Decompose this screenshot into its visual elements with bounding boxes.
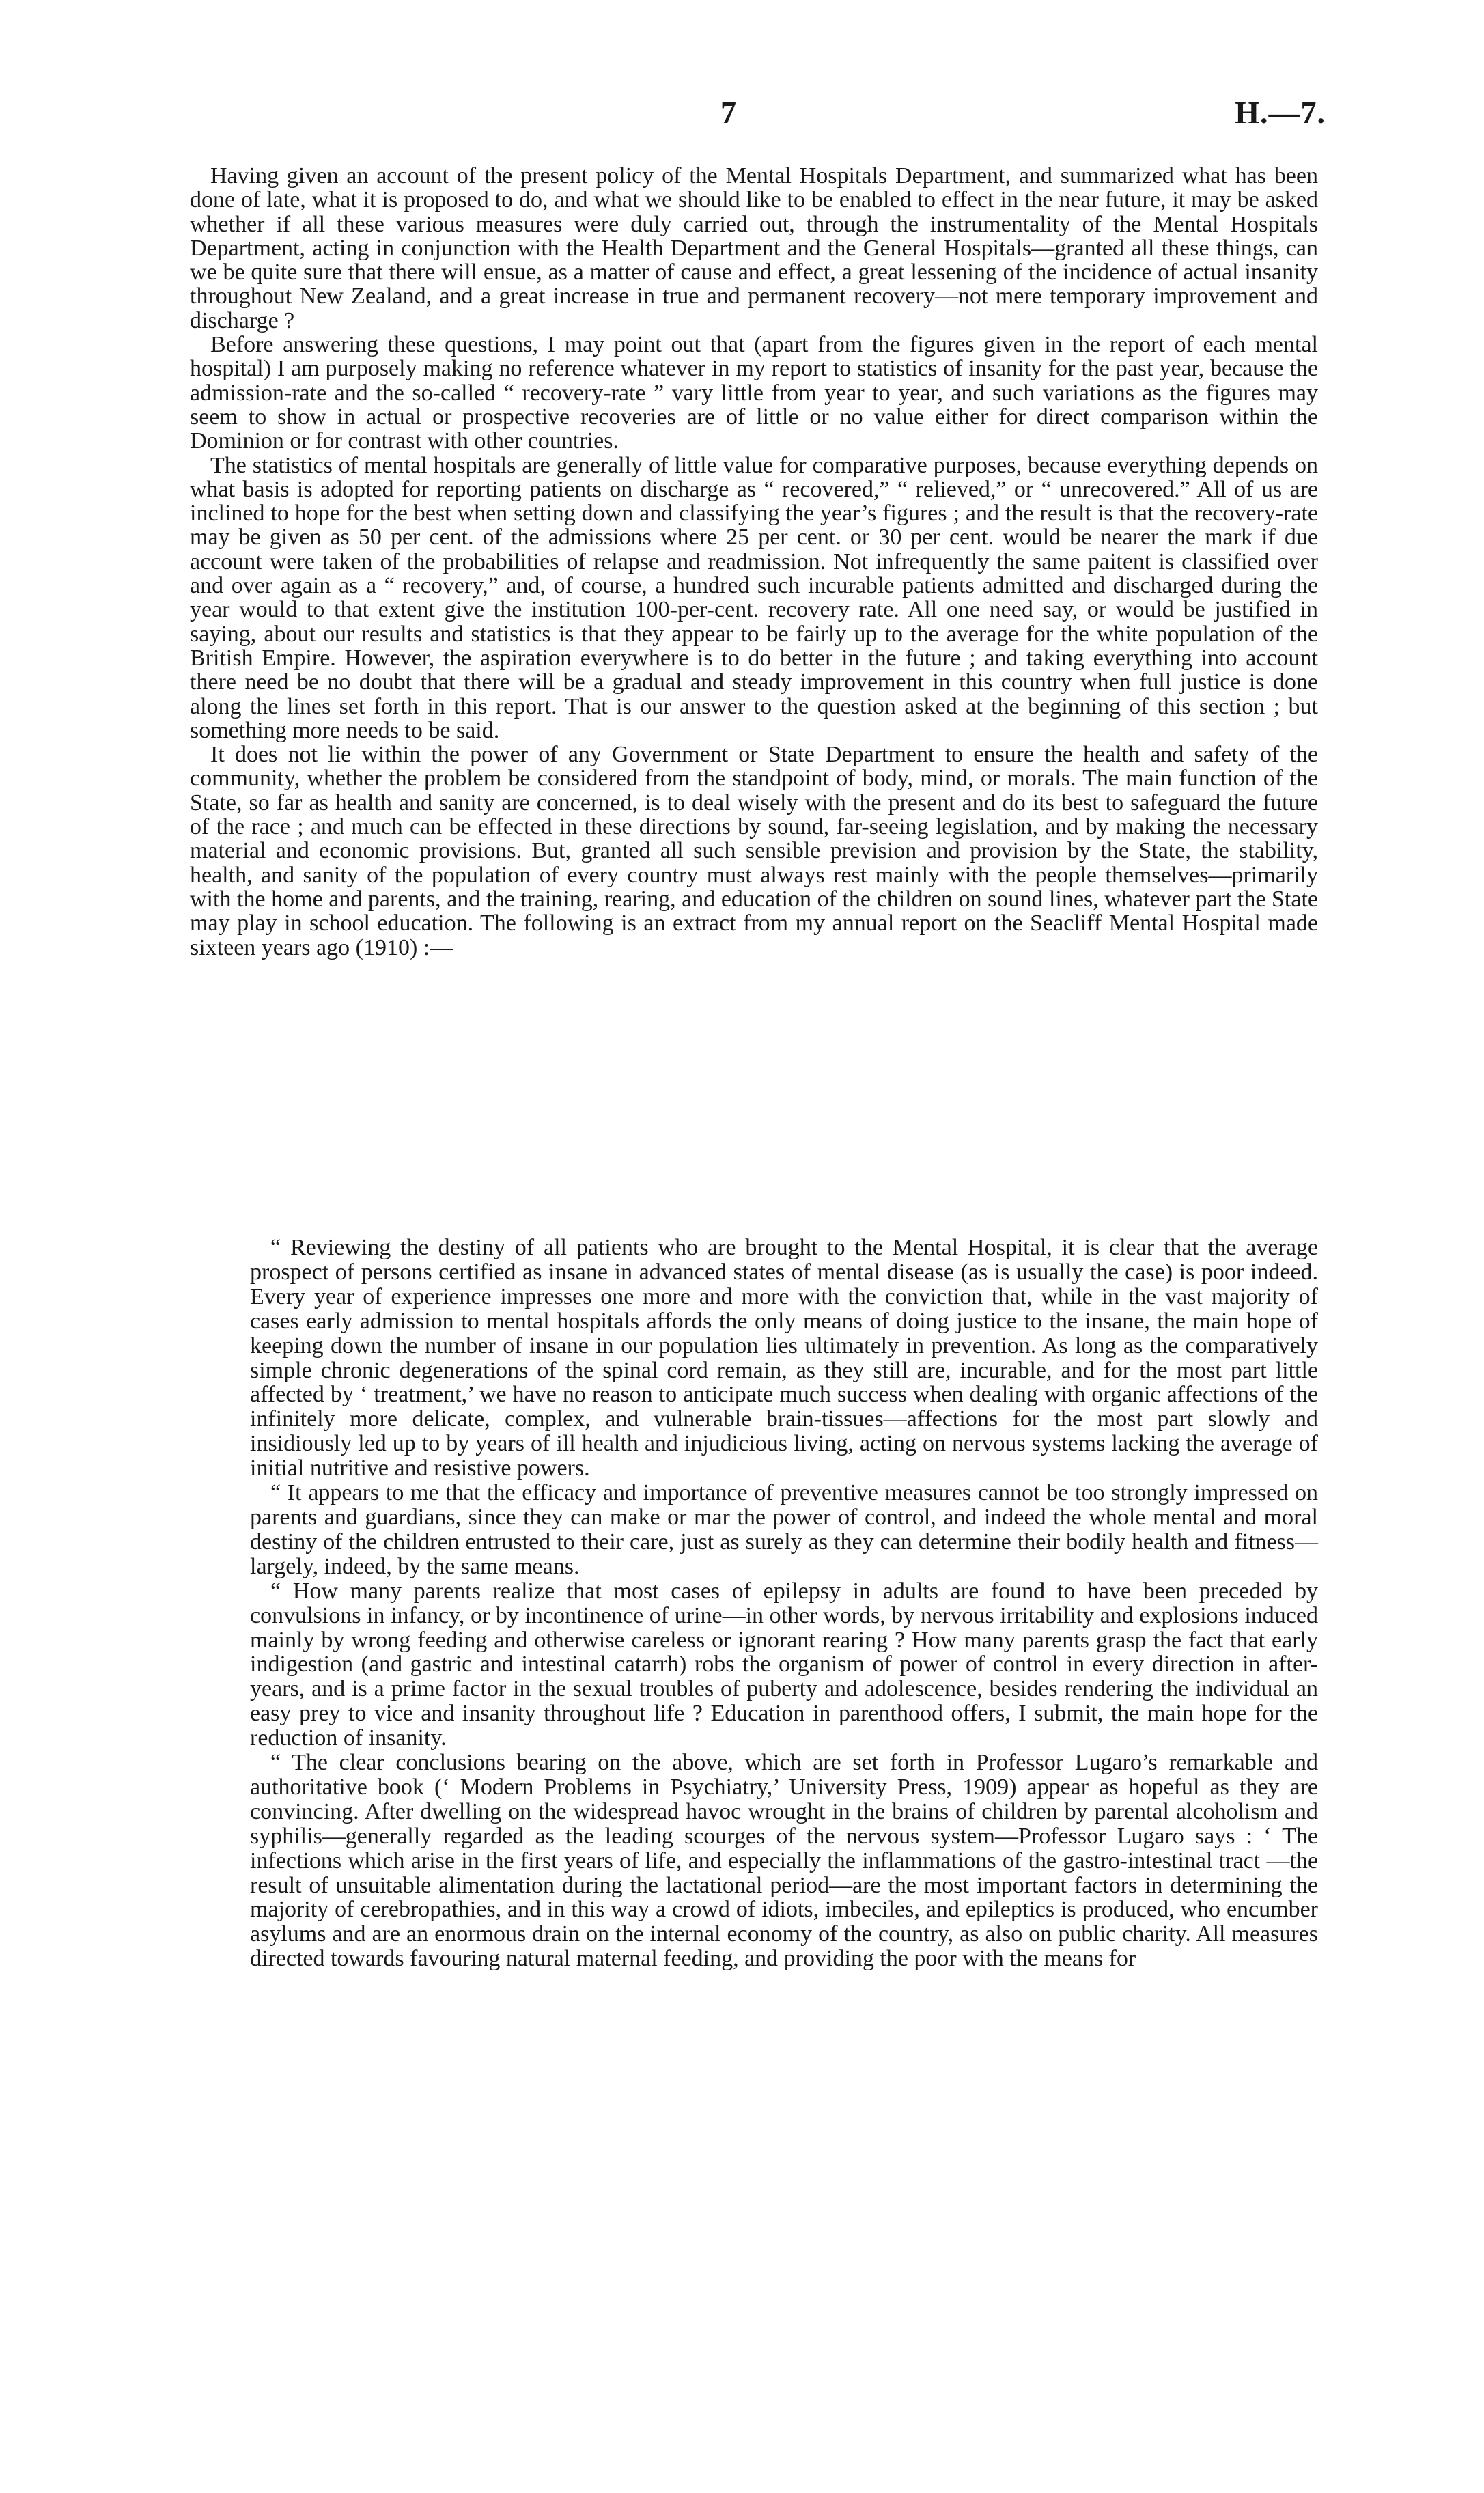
paragraph: It does not lie within the power of any Government or State Department to ensure the health and safety of the community, whether the problem be considered from the standpoint of body, mind, or morals. The main function of the State, so far as health and sanity are concerned, is to deal wisely with the present and do its best to safeguard the future of the race ; and much can be effected in these directions by sound, far-seeing legislation, and by making the necessary material and economic provisions. But, granted all such sensible prevision and provision by the State, the stability, health, and sanity of the population of every country must always rest mainly with the people themselves—primarily with the home and parents, and the training, rearing, and education of the children on sound lines, whatever part the State may play in school education. The following is an extract from my annual report on the Seacliff Mental Hospital made sixteen years ago (1910) :— bbox=[190, 742, 1318, 960]
quote-paragraph: “ It appears to me that the efficacy and importance of preventive measures cannot be too strongly impressed on parents and guardians, since they can make or mar the power of control, and indeed the whole mental and moral destiny of the children entrusted to their care, just as surely as they can determine their bodily health and fitness—largely, indeed, by the same means. bbox=[250, 1480, 1318, 1579]
page-number: 7 bbox=[720, 95, 736, 130]
body-text bbox=[190, 164, 1318, 960]
document-reference: H.—7. bbox=[1235, 95, 1326, 130]
quote-paragraph: “ How many parents realize that most cases of epilepsy in adults are found to have been preceded by convulsions in infancy, or by incontinence of urine—in other words, by nervous irritability and explosions induced mainly by wrong feeding and otherwise careless or ignorant rearing ? How many parents grasp the fact that early indigestion (and gastric and intestinal catarrh) robs the organism of power of control in every direction in after-years, and is a prime factor in the sexual troubles of puberty and adolescence, besides rendering the individual an easy prey to vice and insanity throughout life ? Education in parenthood offers, I submit, the main hope for the reduction of insanity. bbox=[250, 1578, 1318, 1751]
paragraph: Having given an account of the present policy of the Mental Hospitals Department, and summarized what has been done of late, what it is proposed to do, and what we should like to be enabled to effect in the near future, it may be asked whether if all these various measures were duly carried out, through the instrumentality of the Mental Hospitals Department, acting in conjunction with the Health Department and the General Hospitals—granted all these things, can we be quite sure that there will ensue, as a matter of cause and effect, a great lessening of the incidence of actual insanity throughout New Zealand, and a great increase in true and permanent recovery—not mere temporary improvement and discharge ? bbox=[190, 163, 1318, 333]
paragraph: Before answering these questions, I may point out that (apart from the figures given in the report of each mental hospital) I am purposely making no reference whatever in my report to statistics of insanity for the past year, because the admission-rate and the so-called “ recovery-rate ” vary little from year to year, and such variations as the figures may seem to show in actual or prospective recoveries are of little or no value either for direct comparison within the Dominion or for contrast with other countries. bbox=[190, 332, 1318, 454]
quote-paragraph: “ Reviewing the destiny of all patients who are brought to the Mental Hospital, it is clear that the average prospect of persons certified as insane in advanced states of mental disease (as is usually the case) is poor indeed. Every year of experience impresses one more and more with the conviction that, while in the vast majority of cases early admission to mental hospitals affords the only means of doing justice to the insane, the main hope of keeping down the number of insane in our population lies ultimately in prevention. As long as the comparatively simple chronic degenerations of the spinal cord remain, as they still are, incurable, and for the most part little affected by ‘ treatment,’ we have no reason to anticipate much success when dealing with organic affections of the infinitely more delicate, complex, and vulnerable brain-tissues—affections for the most part slowly and insidiously led up to by years of ill health and injudicious living, acting on nervous systems lacking the average of initial nutritive and resistive powers. bbox=[250, 1235, 1318, 1481]
block-quote bbox=[250, 1236, 1318, 1971]
quote-paragraph: “ The clear conclusions bearing on the above, which are set forth in Professor Lugaro’s remarkable and authoritative book (‘ Modern Problems in Psychiatry,’ University Press, 1909) appear as hopeful as they are convincing. After dwelling on the widespread havoc wrought in the brains of children by parental alcoholism and syphilis—generally regarded as the leading scourges of the nervous system—Professor Lugaro says : ‘ The infections which arise in the first years of life, and especially the inflammations of the gastro-intestinal tract —the result of unsuitable alimentation during the lactational period—are the most important factors in determining the majority of cerebropathies, and in this way a crowd of idiots, imbeciles, and epileptics is produced, who encumber asylums and are an enormous drain on the internal economy of the country, as also on public charity. All measures directed towards favouring natural maternal feeding, and providing the poor with the means for bbox=[250, 1750, 1318, 1972]
paragraph: The statistics of mental hospitals are generally of little value for comparative purposes, because everything depends on what basis is adopted for reporting patients on discharge as “ recovered,” “ relieved,” or “ unrecovered.” All of us are inclined to hope for the best when setting down and classifying the year’s figures ; and the result is that the recovery-rate may be given as 50 per cent. of the admissions where 25 per cent. or 30 per cent. would be nearer the mark if due account were taken of the probabilities of relapse and readmission. Not infrequently the same paitent is classified over and over again as a “ recovery,” and, of course, a hundred such incurable patients admitted and discharged during the year would to that extent give the institution 100-per-cent. recovery rate. All one need say, or would be justified in saying, about our results and statistics is that they appear to be fairly up to the average for the white population of the British Empire. However, the aspiration everywhere is to do better in the future ; and taking everything into account there need be no doubt that there will be a gradual and steady improvement in this country when full justice is done along the lines set forth in this report. That is our answer to the question asked at the beginning of this section ; but something more needs to be said. bbox=[190, 452, 1318, 743]
